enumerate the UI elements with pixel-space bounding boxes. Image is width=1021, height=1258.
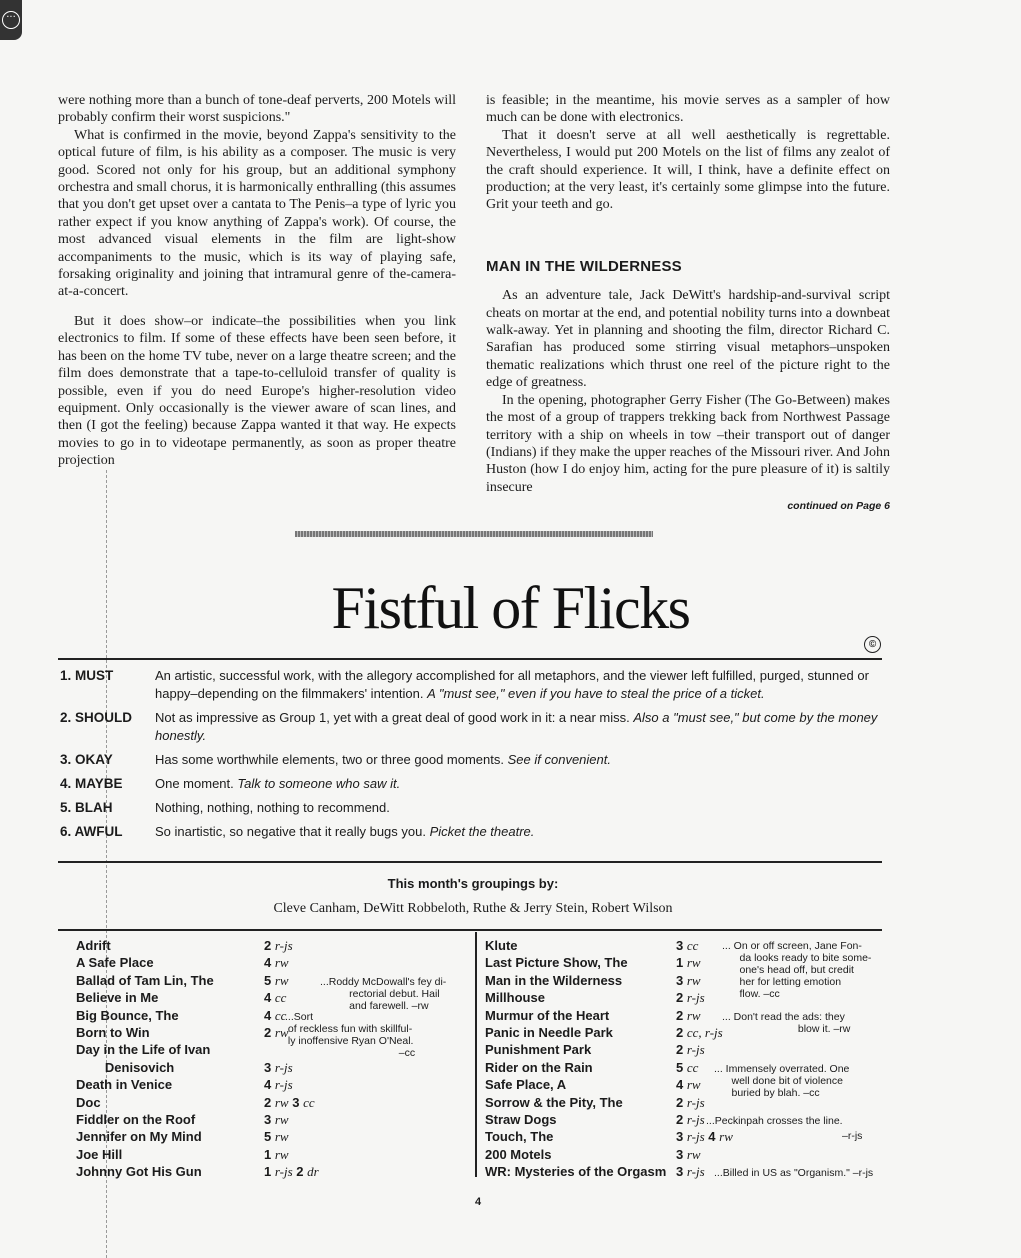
critic-initials: r-js — [686, 1111, 705, 1127]
rating-number: 3 — [676, 1146, 684, 1162]
critic-initials: rw — [686, 1077, 701, 1093]
critic-initials: cc, r-js — [686, 1024, 723, 1040]
film-rating — [676, 1112, 705, 1128]
film-rating — [676, 1042, 705, 1058]
rating-number: 3 — [264, 1111, 272, 1127]
rating-number: 2 — [676, 1111, 684, 1127]
rating-number: 5 — [264, 972, 272, 988]
rating-number: 4 — [676, 1077, 684, 1093]
film-title: Ballad of Tam Lin, The — [76, 972, 214, 988]
critic-initials: cc — [303, 1094, 315, 1110]
film-rating — [676, 1147, 701, 1163]
film-row — [485, 1147, 905, 1164]
right-article-column — [486, 92, 890, 516]
film-rating — [264, 1129, 289, 1145]
rating-name: 2. SHOULD — [60, 710, 133, 725]
left-paragraph: What is confirmed in the movie, beyond Zappa's sensitivity to the optical future of film, is his ability as a composer. The music is very good. Scored not only for his group, but an additional symphony orchestra and small chorus, it is harmonically enthralling (this assumes that you don't get upset over a cantata to The Penis–a type of lyric you rather expect if you know anything of Zappa's work). Of course, the most advanced visual elements in the film are light-show accompaniments to the music, which is its way of playing safe, forsaking originality and joining that intramural genre of the-camera-at-a-concert. — [58, 127, 456, 300]
rating-number: 2 — [264, 938, 272, 953]
rating-row — [60, 667, 882, 703]
more-options-button[interactable] — [0, 0, 22, 40]
critic-initials: rw — [719, 1129, 733, 1145]
rating-advice: A "must see," even if you have to steal the price of a ticket. — [427, 686, 765, 701]
table-column-divider — [475, 932, 477, 1177]
film-title: Fiddler on the Roof — [76, 1111, 196, 1127]
critic-initials: cc — [686, 938, 699, 953]
film-title: Big Bounce, The — [76, 1007, 179, 1023]
critic-initials: rw — [686, 955, 701, 971]
film-rating — [264, 990, 286, 1006]
critic-initials: r-js — [686, 1094, 705, 1110]
rating-row — [60, 709, 882, 745]
decorative-divider — [295, 531, 653, 537]
film-rating — [676, 990, 705, 1006]
more-options-icon: ··· — [2, 11, 20, 29]
critic-initials: r-js — [686, 990, 705, 1006]
comment-straw: ...Peckinpah crosses the line. — [706, 1115, 843, 1127]
rating-text: Has some worthwhile elements, two or three good moments. — [155, 752, 504, 767]
comment-murmur: ... Don't read the ads: they blow it. –rw — [722, 1011, 851, 1035]
film-title: Klute — [485, 938, 518, 953]
film-title: A Safe Place — [76, 955, 154, 971]
film-title: Doc — [76, 1094, 101, 1110]
critic-initials: r-js — [686, 1164, 705, 1180]
rating-number: 1 — [264, 1146, 272, 1162]
rating-advice: Picket the theatre. — [429, 824, 535, 839]
film-title: Millhouse — [485, 990, 545, 1006]
right-paragraph: That it doesn't serve at all well aesthetically is regrettable. Nevertheless, I would put 200 Motels on the list of films any zealot of the craft should experience. It will, I think, have a definite effect on production; at the very least, it's certainly some glimpse into the future. Grit your teeth and go. — [486, 127, 890, 213]
film-title: Punishment Park — [485, 1042, 592, 1058]
rating-number: 2 — [264, 1094, 272, 1110]
critic-initials: r-js — [274, 938, 293, 953]
page-number: 4 — [474, 1196, 482, 1208]
film-rating — [676, 1077, 701, 1093]
film-row — [76, 955, 471, 972]
rating-number: 1 — [676, 955, 684, 971]
critic-initials: rw — [274, 1146, 289, 1162]
divider — [58, 658, 882, 660]
film-title: Safe Place, A — [485, 1077, 567, 1093]
comment-klute: ... On or off screen, Jane Fon- da looks ready to bite some- one's head off, but credit her for letting emotion flow. –cc — [722, 940, 872, 1000]
critic-initials: r-js — [686, 1129, 705, 1145]
film-title: Murmur of the Heart — [485, 1007, 610, 1023]
left-paragraph: were nothing more than a bunch of tone-deaf perverts, 200 Motels will probably confirm their worst suspicions." — [58, 93, 456, 126]
film-rating — [676, 1129, 733, 1145]
film-title: Touch, The — [485, 1129, 554, 1145]
rating-advice: Also a "must see," but come by the money honestly. — [155, 710, 878, 743]
film-title: Adrift — [76, 938, 111, 953]
film-rating — [676, 1025, 723, 1041]
rating-number: 4 — [264, 955, 272, 971]
critic-initials: rw — [274, 1094, 289, 1110]
critic-initials: rw — [274, 1129, 289, 1145]
film-row — [76, 1129, 471, 1146]
rating-name: 3. OKAY — [60, 752, 113, 767]
rating-row — [60, 775, 882, 793]
left-paragraph: But it does show–or indicate–the possibilities when you link electronics to film. If some of these effects have been seen before, it has been on the home TV tube, never on a large theatre screen; and the film does demonstrate that a tape-to-celluloid transfer of quality is possible, even if you do need Europe's higher-resolution video equipment. Only occasionally is the viewer aware of scan lines, and then (I got the feeling) because Zappa wanted it that way. He expects movies to go in to videotape permanently, as soon as proper theatre projection — [58, 313, 456, 469]
rating-row — [60, 799, 882, 817]
rating-name: 6. AWFUL — [60, 824, 123, 839]
rating-number: 3 — [676, 938, 684, 953]
film-title: Jennifer on My Mind — [76, 1129, 202, 1145]
film-rating — [676, 1008, 701, 1024]
film-rating — [264, 1008, 286, 1024]
section-heading: MAN IN THE WILDERNESS — [486, 257, 682, 275]
rating-text: Nothing, nothing, nothing to recommend. — [155, 800, 390, 815]
rating-text: Not as impressive as Group 1, yet with a great deal of good work in it: a near miss. — [155, 710, 630, 725]
film-title: WR: Mysteries of the Orgasm — [485, 1164, 667, 1180]
critic-initials: rw — [686, 972, 701, 988]
critic-initials: r-js — [274, 1059, 293, 1075]
comment-ballad: ...Roddy McDowall's fey di- rectorial debut. Hail and farewell. –rw — [320, 976, 447, 1012]
film-title: Day in the Life of Ivan — [76, 1042, 211, 1058]
rating-advice: See if convenient. — [507, 752, 611, 767]
left-article-column — [58, 92, 456, 470]
rating-number: 3 — [264, 1059, 272, 1075]
film-list-left — [76, 938, 471, 1181]
film-title: Joe Hill — [76, 1146, 123, 1162]
critic-initials: rw — [274, 955, 289, 971]
film-row — [76, 1147, 471, 1164]
film-rating — [264, 1147, 289, 1163]
film-title: Sorrow & the Pity, The — [485, 1094, 623, 1110]
film-row — [76, 1077, 471, 1094]
film-row — [76, 1112, 471, 1129]
rating-row — [60, 823, 882, 841]
film-rating — [264, 973, 289, 989]
film-rating — [676, 1095, 705, 1111]
film-title: Denisovich — [76, 1059, 175, 1075]
page-title: Fistful of Flicks — [331, 575, 690, 641]
rating-number: 2 — [676, 1042, 684, 1058]
film-rating — [264, 1077, 293, 1093]
rating-number: 3 — [676, 1129, 684, 1145]
rating-text: One moment. — [155, 776, 234, 791]
critic-initials: cc — [274, 990, 287, 1006]
rating-scale — [60, 667, 882, 847]
film-title: Death in Venice — [76, 1077, 173, 1093]
critic-initials: rw — [274, 1024, 289, 1040]
film-title: Johnny Got His Gun — [76, 1164, 202, 1180]
film-title: Man in the Wilderness — [485, 972, 623, 988]
rating-number: 5 — [676, 1059, 684, 1075]
film-title: Last Picture Show, The — [485, 955, 628, 971]
rating-number: 3 — [676, 972, 684, 988]
film-rating — [676, 973, 701, 989]
rating-number: 4 — [264, 1007, 272, 1023]
comment-rider: ... Immensely overrated. One well done bit of violence buried by blah. –cc — [714, 1063, 850, 1099]
rating-description — [155, 823, 882, 841]
rating-number: 2 — [676, 1094, 684, 1110]
divider — [58, 861, 882, 863]
rating-name: 4. MAYBE — [60, 776, 123, 791]
rating-number: 1 — [264, 1164, 272, 1180]
copyright-icon: © — [864, 636, 881, 653]
film-rating — [676, 938, 698, 954]
comment-big-bounce: ...Sort of reckless fun with skillful- ly inoffensive Ryan O'Neal. –cc — [285, 1011, 416, 1059]
film-rating — [264, 1060, 293, 1076]
film-row — [76, 938, 471, 955]
rating-text: So inartistic, so negative that it really bugs you. — [155, 824, 426, 839]
rating-description — [155, 775, 882, 793]
film-row — [76, 1095, 471, 1112]
rating-number: 3 — [292, 1094, 300, 1110]
rating-description — [155, 799, 882, 817]
film-title: Born to Win — [76, 1024, 150, 1040]
critic-initials: dr — [307, 1164, 319, 1180]
rating-description — [155, 667, 882, 703]
critic-initials: rw — [274, 1111, 289, 1127]
comment-wr: ...Billed in US as "Organism." –r-js — [714, 1167, 874, 1179]
film-rating — [676, 955, 701, 971]
continued-link[interactable]: continued on Page 6 — [787, 500, 890, 513]
rating-advice: Talk to someone who saw it. — [237, 776, 401, 791]
right-paragraph: As an adventure tale, Jack DeWitt's hardship-and-survival script cheats on mortar at the end, and potential nobility turns into a downbeat walk-away. Yet in planning and shooting the film, director Richard C. Sarafian has produced some stirring visual metaphors–unspoken thematic realizations which thrust one reel of the picture right to the edge of greatness. — [486, 288, 890, 391]
film-rating — [264, 938, 293, 954]
rating-number: 4 — [264, 1077, 272, 1093]
critic-initials: rw — [686, 1007, 701, 1023]
film-title: 200 Motels — [485, 1146, 552, 1162]
film-row — [485, 1042, 905, 1059]
rating-description — [155, 709, 882, 745]
film-rating — [676, 1164, 705, 1180]
critics-list: Cleve Canham, DeWitt Robbeloth, Ruthe & Jerry Stein, Robert Wilson — [273, 901, 673, 916]
film-title: Straw Dogs — [485, 1111, 557, 1127]
film-row — [76, 1060, 471, 1077]
rating-row — [60, 751, 882, 769]
rating-text: An artistic, successful work, with the allegory accomplished for all metaphors, and the viewer left fulfilled, purged, stunned or happy–depending on the filmmakers' intention. — [155, 668, 869, 701]
groupings-label: This month's groupings by: — [387, 876, 559, 891]
rating-name: 1. MUST — [60, 668, 114, 683]
critic-initials: rw — [274, 972, 289, 988]
film-title: Rider on the Rain — [485, 1059, 593, 1075]
film-title: Panic in Needle Park — [485, 1024, 613, 1040]
rating-number: 5 — [264, 1129, 272, 1145]
film-rating — [264, 955, 289, 971]
right-paragraph: is feasible; in the meantime, his movie serves as a sampler of how much can be done with electronics. — [486, 93, 890, 126]
film-row — [76, 1164, 471, 1181]
rating-number: 2 — [264, 1024, 272, 1040]
rating-number: 2 — [676, 1007, 684, 1023]
right-paragraph: In the opening, photographer Gerry Fisher (The Go-Between) makes the most of a group of trappers trekking back from Northwest Passage territory with a ship on wheels in tow –their transport out of danger (Indians) if they make the upper reaches of the Missouri river. And John Huston (how I do enjoy him, acting for the pure pleasure of it) is saltily insecure — [486, 392, 890, 495]
critic-initials: r-js — [686, 1042, 705, 1058]
critic-initials: cc — [274, 1007, 287, 1023]
rating-name: 5. BLAH — [60, 800, 113, 815]
critic-initials: r-js — [274, 1077, 293, 1093]
film-title: Believe in Me — [76, 990, 159, 1006]
rating-number: 4 — [264, 990, 272, 1006]
rating-number: 2 — [676, 990, 684, 1006]
rating-number: 3 — [676, 1164, 684, 1180]
film-rating — [264, 1164, 319, 1180]
film-rating — [676, 1060, 698, 1076]
rating-number: 4 — [708, 1129, 716, 1145]
rating-number: 2 — [676, 1024, 684, 1040]
comment-touch: –r-js — [842, 1130, 863, 1142]
film-rating — [264, 1095, 315, 1111]
critic-initials: cc — [686, 1059, 699, 1075]
film-rating — [264, 1112, 289, 1128]
rating-number: 2 — [296, 1164, 304, 1180]
table-divider — [58, 929, 882, 931]
critic-initials: rw — [686, 1146, 701, 1162]
critic-initials: r-js — [274, 1164, 293, 1180]
rating-description — [155, 751, 882, 769]
